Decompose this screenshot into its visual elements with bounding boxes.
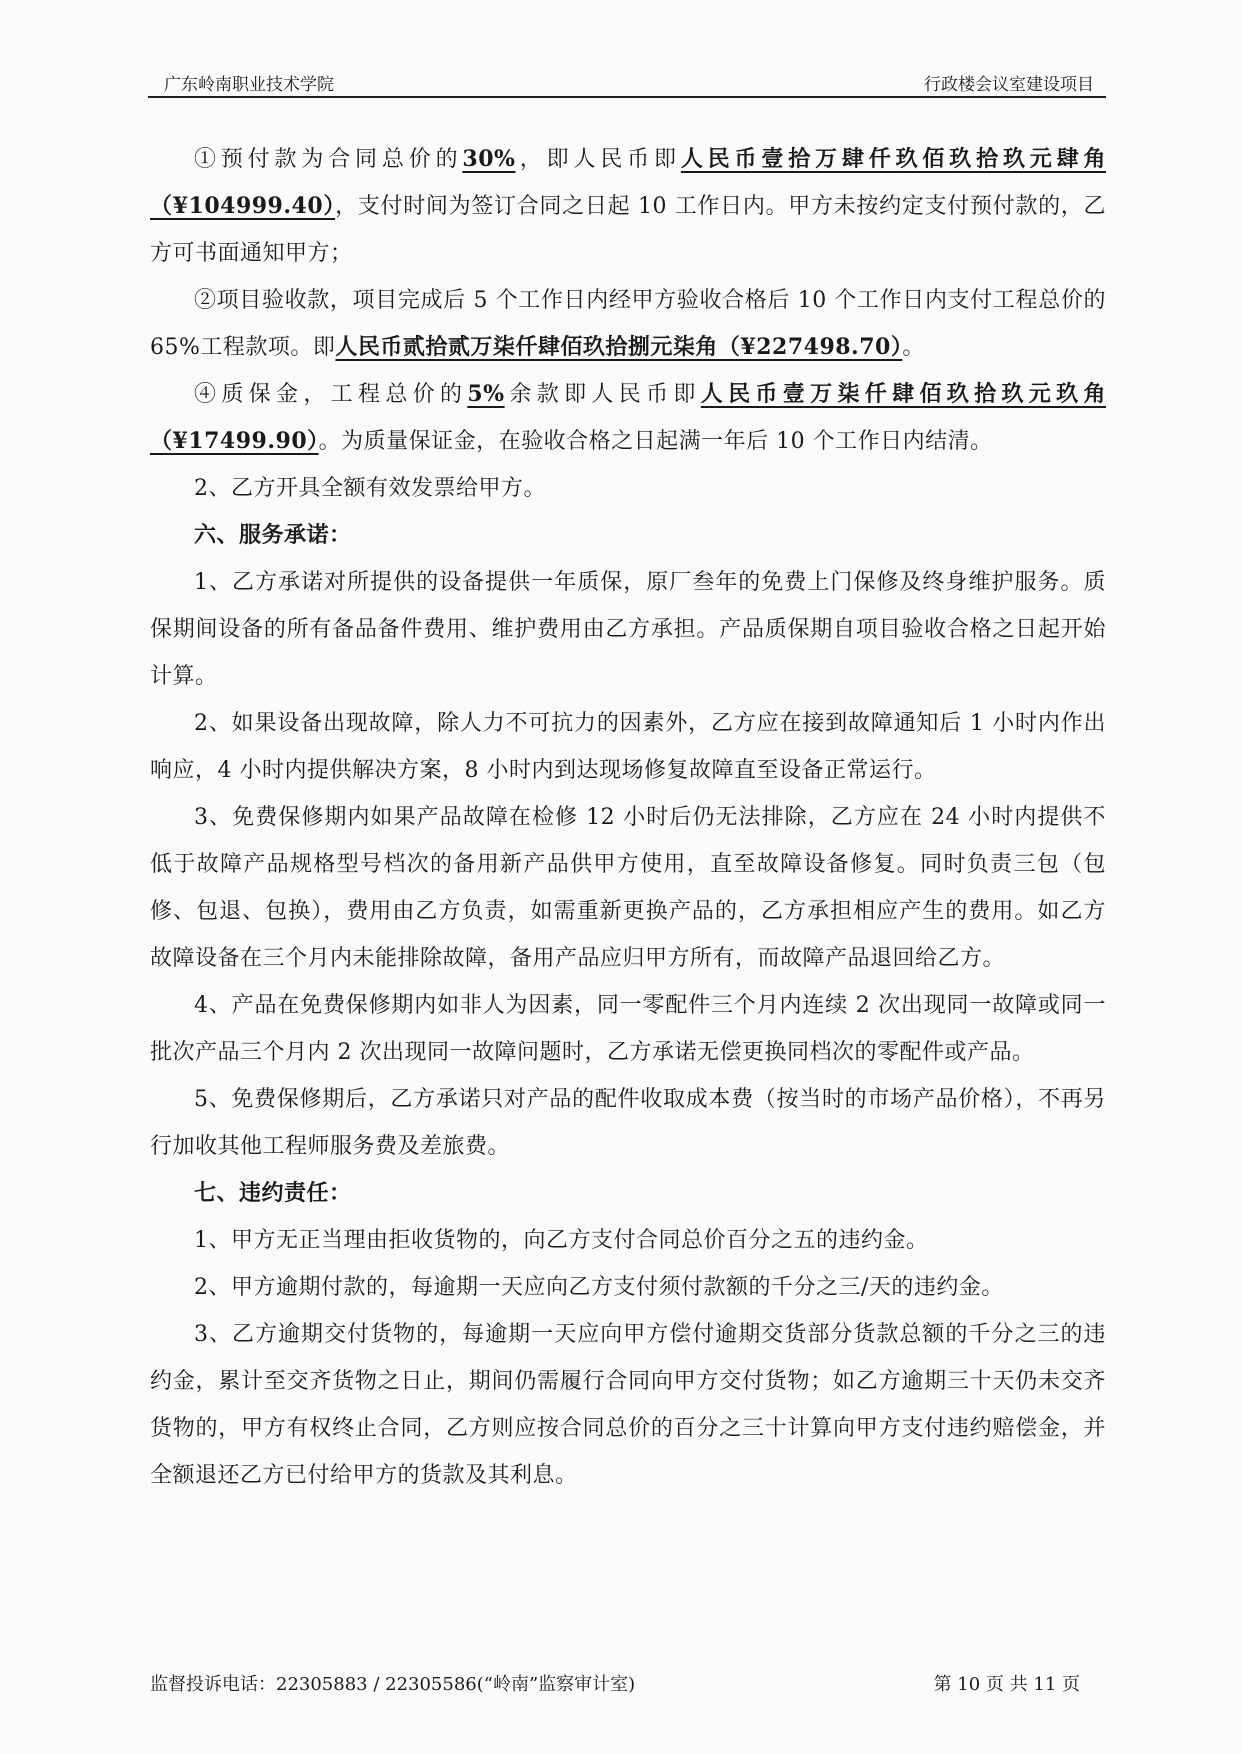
header-project: 行政楼会议室建设项目 [924,75,1094,95]
advance-amount: 人民币壹拾万肆仟玖佰玖拾玖元肆角（¥104999.40） [150,146,1106,219]
payment-item-2-prefix: ②项目验收款，项目完成后 5 个工作日内经甲方验收合格后 10 个工作日内支付工程总价的 65%工程款项。即 [150,288,1106,360]
section-6-item: 1、乙方承诺对所提供的设备提供一年质保，原厂叁年的免费上门保修及终身维护服务。质保期间设备的所有备品备件费用、维护费用由乙方承担。产品质保期自项目验收合格之日起开始计算。 [150,570,1106,689]
header-institution: 广东岭南职业技术学院 [164,75,334,95]
section-6-item: 4、产品在免费保修期内如非人为因素，同一零配件三个月内连续 2 次出现同一故障或同一批次产品三个月内 2 次出现同一故障问题时，乙方承诺无偿更换同档次的零配件或产品。 [150,993,1106,1065]
payment-item-1 [150,136,1106,277]
payment-item-1-middle: ，即人民币即 [515,147,681,172]
complaint-hotline: 监督投诉电话：22305883 / 22305586(“岭南”监察审计室) [150,1674,636,1695]
section-7-item: 3、乙方逾期交付货物的，每逾期一天应向甲方偿付逾期交货部分货款总额的千分之三的违约金，累计至交齐货物之日止，期间仍需履行合同向甲方交付货物；如乙方逾期三十天仍未交齐货物的，甲方有权终止合同，乙方则应按合同总价的百分之三十计算向甲方支付违约赔偿金，并全额退还乙方已付给甲方的货款及其利息。 [150,1322,1106,1488]
payment-item-4 [150,371,1106,465]
payment-item-1-suffix: ，支付时间为签订合同之日起 10 工作日内。甲方未按约定支付预付款的，乙方可书面通知甲方； [150,194,1106,266]
payment-item-4-prefix: ④质保金，工程总价的 [194,382,468,407]
section-7-item: 2、甲方逾期付款的，每逾期一天应向乙方支付须付款额的千分之三/天的违约金。 [194,1275,1004,1300]
section-6-item: 2、如果设备出现故障，除人力不可抗力的因素外，乙方应在接到故障通知后 1 小时内作出响应，4 小时内提供解决方案，8 小时内到达现场修复故障直至设备正常运行。 [150,711,1106,783]
advance-percent: 30% [462,146,516,172]
section-6-title: 六、服务承诺： [194,522,352,548]
page-number: 第 10 页 共 11 页 [933,1674,1080,1695]
section-6-item: 5、免费保修期后，乙方承诺只对产品的配件收取成本费（按当时的市场产品价格），不再另行加收其他工程师服务费及差旅费。 [150,1087,1106,1159]
payment-item-1-prefix: ①预付款为合同总价的 [194,147,463,172]
invoice-clause: 2、乙方开具全额有效发票给甲方。 [194,476,546,501]
payment-item-4-suffix: 。为质量保证金，在验收合格之日起满一年后 10 个工作日内结清。 [318,429,993,454]
document-body [150,136,1106,1499]
section-7-title: 七、违约责任： [194,1180,352,1206]
section-7-item: 1、甲方无正当理由拒收货物的，向乙方支付合同总价百分之五的违约金。 [194,1228,929,1253]
payment-item-4-middle: 余款即人民币即 [504,382,701,407]
payment-item-2-suffix: 。 [902,335,925,360]
payment-item-2 [150,277,1106,371]
page-header [148,66,1106,98]
warranty-percent: 5% [467,381,505,407]
warranty-amount: 人民币壹万柒仟肆佰玖拾玖元玖角（¥17499.90） [150,381,1106,454]
section-6-item: 3、免费保修期内如果产品故障在检修 12 小时后仍无法排除，乙方应在 24 小时内提供不低于故障产品规格型号档次的备用新产品供甲方使用，直至故障设备修复。同时负责三包（包修、包退、包换），费用由乙方负责，如需重新更换产品的，乙方承担相应产生的费用。如乙方故障设备在三个月内未能排除故障，备用产品应归甲方所有，而故障产品退回给乙方。 [150,805,1106,971]
acceptance-amount: 人民币贰拾贰万柒仟肆佰玖拾捌元柒角（¥227498.70） [335,334,903,360]
page-footer [150,1670,1080,1696]
